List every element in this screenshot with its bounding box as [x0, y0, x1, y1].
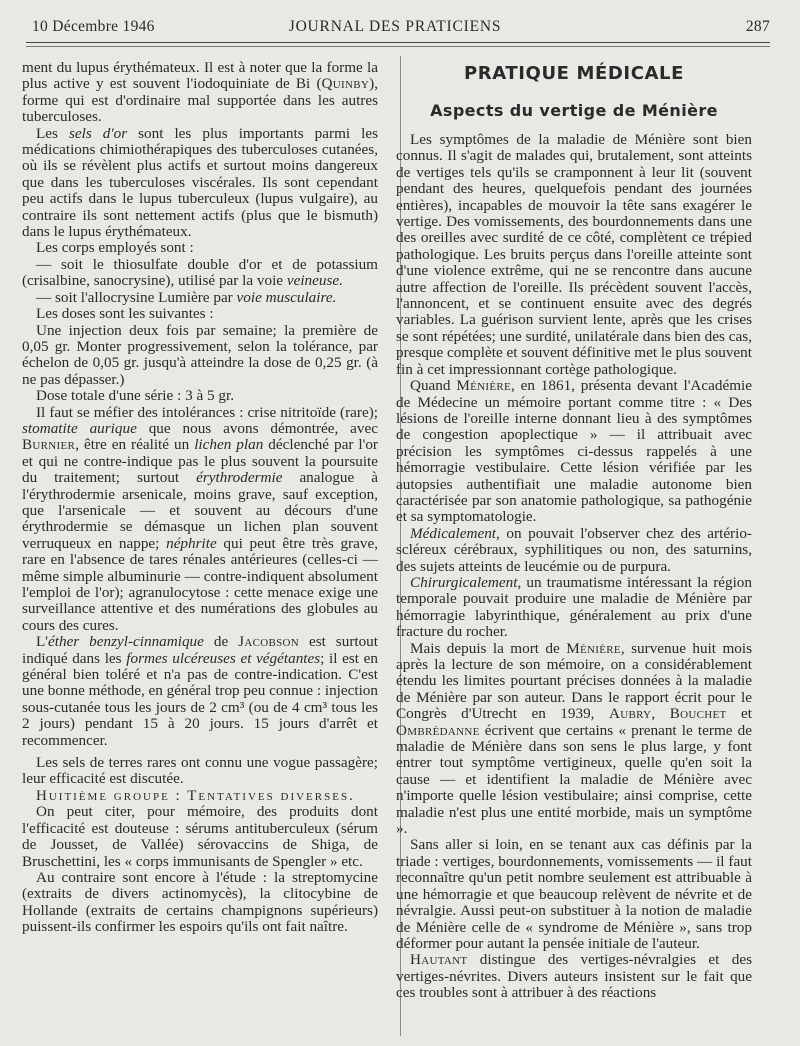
paragraph: Les symptômes de la maladie de Ménière sont bien connus. Il s'agit de malades qui, brutalement, sont atteints de vertiges tels qu'ils se cramponnent à leur lit (souvent pendant des heures, quelquefois pendant des journées entières), incapables de mouvoir la tête sans exagérer le vertige. Des vomissements, des bourdonnements dans une des oreilles avec surdité de ce côté, complètent ce trépied pathologique. Les bruits perçus dans l'oreille atteinte sont d'une violence extrême, qui ne se rencontre dans aucune autre affection de l'oreille. Ils précèdent souvent l'accès, l'annoncent, et se continuent ensuite avec des degrés variables. La guérison survient lente, après que les crises se sont répétées; une surdité, unilatérale dans bien des cas, presque complète et souvent définitive met le plus souvent fin à cet impressionnant cortège pathologique. [396, 131, 752, 378]
list-item: — soit l'allocrysine Lumière par voie musculaire. [36, 288, 337, 306]
paragraph: Hautant distingue des vertiges-névralgies et des vertiges-névrites. Divers auteurs insistent sur le fait que ces troubles sont à attribuer à des réactions [396, 951, 752, 1002]
journal-title: JOURNAL DES PRATICIENS [288, 18, 502, 35]
left-column [22, 60, 378, 936]
paragraph: L'éther benzyl-cinnamique de Jacobson est surtout indiqué dans les formes ulcéreuses et végétantes; il est en général bien toléré et n'a pas de contre-indication. C'est une bonne méthode, en général trop peu connue : injection sous-cutanée tous les jours de 2 cm³ (ou de 4 cm³ tous les 2 jours) pendant 15 à 20 jours. 15 jours d'arrêt et recommencer. [22, 633, 379, 749]
section-title: PRATIQUE MÉDICALE [464, 63, 684, 84]
running-header [20, 16, 770, 38]
paragraph: On peut citer, pour mémoire, des produits dont l'efficacité est douteuse : sérums antituberculeux (sérum de Jousset, de Vallée) sérovaccins de Shiga, de Bruschettini, les « corps immunisants de Spengler » etc. [22, 803, 378, 870]
paragraph: Les sels d'or sont les plus importants parmi les médications chimiothérapiques des tuberculoses cutanées, où ils se révèlent plus actifs et surtout moins dangereux que dans les tuberculoses viscérales. Ils sont cependant peu actifs dans le lupus tuberculeux (lupus vulgaire), au contraire ils sont nettement actifs (plus que le bismuth) dans le lupus érythémateux. [22, 124, 378, 241]
paragraph: Les corps employés sont : [36, 239, 194, 257]
list-item: — soit le thiosulfate double d'or et de potassium (crisalbine, sanocrysine), utilisé par la voie veineuse. [22, 255, 378, 290]
issue-date: 10 Décembre 1946 [32, 18, 155, 35]
paragraph: Quand Ménière, en 1861, présenta devant l'Académie de Médecine un mémoire portant comme titre : « Des lésions de l'oreille interne donnant lieu à des symptômes de congestion apoplectique » — il attribuait avec précision les symptômes ci-dessus rappelés à une hémorragie vestibulaire. Cette lésion vérifiée par les autopsies authentifiait une maladie autonome bien caractérisée par son anatomie pathologique, sa pathogénie et sa symptomatologie. [396, 377, 752, 526]
page-number: 287 [745, 18, 770, 35]
header-rule-thin [26, 46, 770, 47]
article-title: Aspects du vertige de Ménière [430, 101, 718, 120]
paragraph: Chirurgicalement, un traumatisme intéressant la région temporale pouvait produire une maladie de Ménière par hémorragie labyrinthique, généralement au prix d'une fracture du rocher. [396, 573, 752, 641]
right-column [396, 60, 752, 1002]
group-heading: Huitième groupe : Tentatives diverses. [36, 787, 355, 804]
paragraph: Médicalement, on pouvait l'observer chez des artério-scléreux cérébraux, syphilitiques ou non, des saturnins, des sujets atteints de leucémie ou de purpura. [396, 524, 752, 575]
paragraph: Les doses sont les suivantes : [36, 305, 214, 323]
paragraph: Au contraire sont encore à l'étude : la streptomycine (extraits de divers actinomycès), la clitocybine de Hollande (extraits de certains champignons supérieurs) puissent-ils confirmer les espoirs qu'ils ont fait naître. [22, 868, 378, 936]
paragraph: Sans aller si loin, en se tenant aux cas définis par la triade : vertiges, bourdonnements, vomissements — il faut reconnaître qu'un petit nombre seulement est attribuable à une hémorragie et que beaucoup relèvent de névrite et de névralgie. Aussi peut-on substituer à la notion de maladie de Ménière celle de « syndrome de Ménière », sans trop déformer pour autant la pensée initiale de l'auteur. [396, 836, 752, 952]
header-rule [26, 42, 770, 43]
paragraph: Mais depuis la mort de Ménière, survenue huit mois après la lecture de son mémoire, on a considérablement étendu les limites pourtant précises données à la maladie de Ménière par son auteur. Dans le rapport écrit pour le Congrès d'Utrecht en 1939, Aubry, Bouchet et Ombrédanne écrivent que certains « prenant le terme de maladie de Ménière dans son sens le plus large, y font entrer tout symptôme vertigineux, quelle qu'en soit la cause — et identifient la maladie de Ménière avec n'importe quelle lésion vestibulaire; ainsi comprise, cette maladie n'est plus une entité morbide, mais un symptôme ». [396, 639, 752, 838]
paragraph: ment du lupus érythémateux. Il est à noter que la forme la plus active y est souvent l'iodoquiniate de Bi (Quinby), forme qui est d'ordinaire mal supportée dans les autres tuberculoses. [22, 59, 378, 126]
paragraph: Il faut se méfier des intolérances : crise nitritoïde (rare); stomatite aurique que nous avons démontrée, avec Burnier, être en réalité un lichen plan déclenché par l'or et qui ne contre-indique pas le plus souvent la poursuite du traitement; surtout érythrodermie analogue à l'érythrodermie arsenicale, moins grave, sauf exception, que l'arsenicale — et souvent au décours d'une érythrodermie se démasque un lichen plan souvent verruqueux en nappe; néphrite qui peut être très grave, rare en l'absence de tares rénales antérieures (celles-ci — même simple albuminurie — contre-indiquent absolument l'emploi de l'or); agranulocytose : cette menace exige une surveillance attentive et des numérations des globules au cours des cures. [22, 403, 379, 634]
paragraph: Dose totale d'une série : 3 à 5 gr. [36, 387, 235, 405]
paragraph: Une injection deux fois par semaine; la première de 0,05 gr. Monter progressivement, selon la tolérance, par échelon de 0,05 gr. jusqu'à atteindre la dose de 0,25 gr. (à ne pas dépasser.) [22, 321, 378, 388]
paragraph: Les sels de terres rares ont connu une vogue passagère; leur efficacité est discutée. [22, 754, 378, 788]
